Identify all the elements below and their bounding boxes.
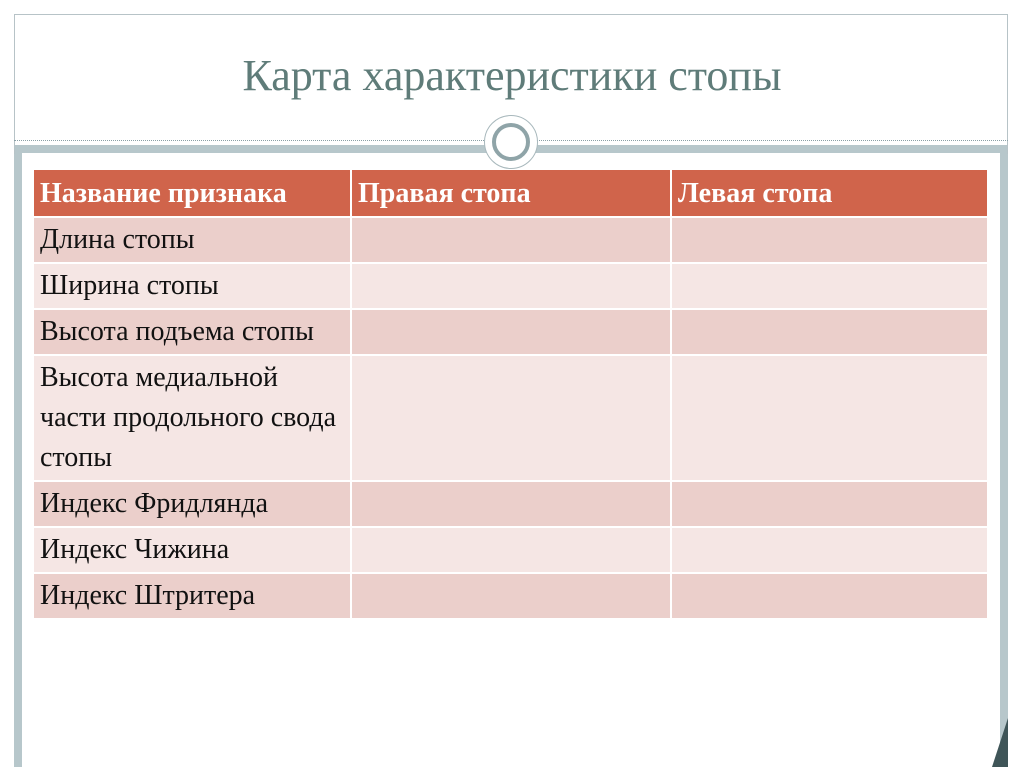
row-right-cell[interactable]: [352, 482, 670, 526]
row-left-cell[interactable]: [672, 482, 987, 526]
header-cell-right: Правая стопа: [352, 170, 670, 216]
row-left-cell[interactable]: [672, 218, 987, 262]
row-left-cell[interactable]: [672, 574, 987, 618]
table-row: [34, 264, 987, 308]
table-row: [34, 528, 987, 572]
header-cell-name: Название признака: [34, 170, 350, 216]
row-name-cell: Длина стопы: [34, 218, 350, 262]
row-left-cell[interactable]: [672, 264, 987, 308]
row-right-cell[interactable]: [352, 574, 670, 618]
corner-ornament: [992, 718, 1008, 767]
row-name-cell: Индекс Штритера: [34, 574, 350, 618]
row-right-cell[interactable]: [352, 310, 670, 354]
row-right-cell[interactable]: [352, 528, 670, 572]
header-cell-left: Левая стопа: [672, 170, 987, 216]
table-row: [34, 574, 987, 618]
slide-title: Карта характеристики стопы: [242, 51, 782, 100]
row-right-cell[interactable]: [352, 264, 670, 308]
table-row: [34, 218, 987, 262]
row-left-cell[interactable]: [672, 528, 987, 572]
feature-table: [32, 168, 989, 620]
table-row: [34, 356, 987, 480]
row-left-cell[interactable]: [672, 310, 987, 354]
table-header-row: [34, 170, 987, 216]
row-right-cell[interactable]: [352, 218, 670, 262]
table-row: [34, 482, 987, 526]
row-name-cell: Индекс Фридлянда: [34, 482, 350, 526]
row-name-cell: Высота медиальной части продольного свода стопы: [34, 356, 350, 480]
table-row: [34, 310, 987, 354]
row-name-cell: Высота подъема стопы: [34, 310, 350, 354]
row-name-cell: Индекс Чижина: [34, 528, 350, 572]
row-right-cell[interactable]: [352, 356, 670, 480]
row-name-cell: Ширина стопы: [34, 264, 350, 308]
circle-ornament-inner: [492, 123, 530, 161]
circle-ornament-icon: [484, 115, 538, 169]
row-left-cell[interactable]: [672, 356, 987, 480]
